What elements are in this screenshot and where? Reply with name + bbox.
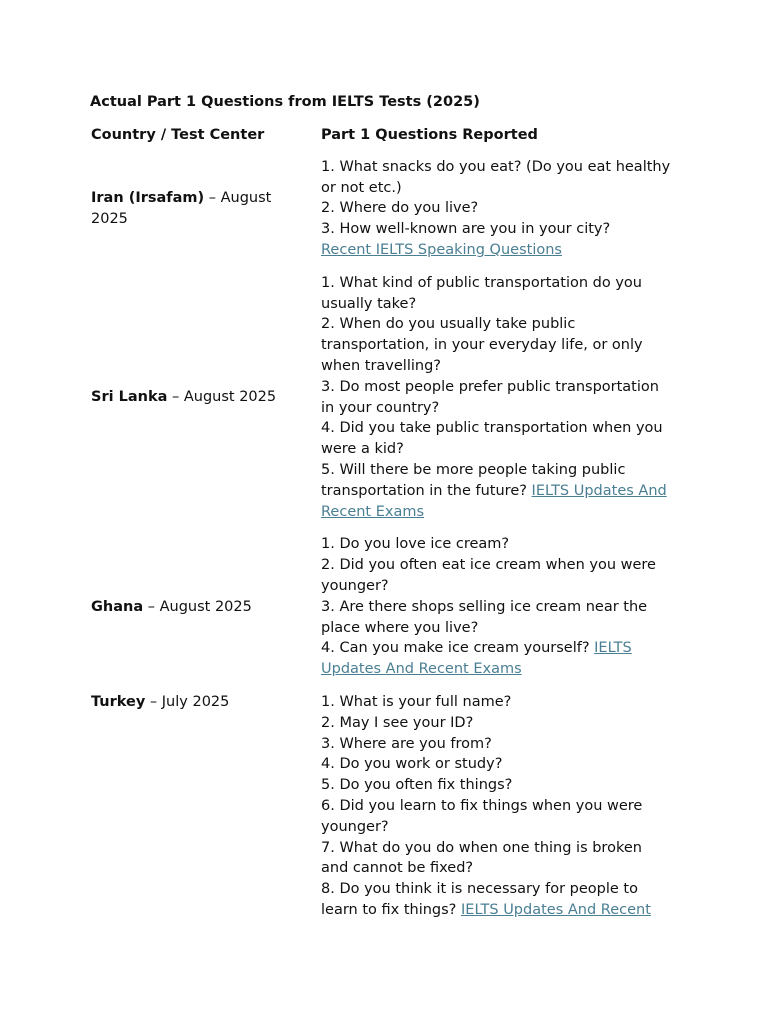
questions-cell <box>321 692 683 933</box>
column-header-country: Country / Test Center <box>91 127 265 143</box>
table-row <box>91 157 683 273</box>
question-item: 2. Did you often eat ice cream when you were younger? <box>321 557 656 594</box>
question-item: 8. Do you think it is necessary for people to learn to fix things? <box>321 881 638 918</box>
table-header-row <box>91 125 683 157</box>
question-item: 3. How well-known are you in your city? <box>321 221 611 238</box>
ielts-updates-link[interactable]: IELTS Updates And Recent Exams <box>321 482 667 520</box>
question-item: 4. Can you make ice cream yourself? <box>321 640 590 657</box>
question-item: 3. Where are you from? <box>321 735 492 752</box>
question-item: 1. What kind of public transportation do you usually take? <box>321 274 642 312</box>
question-item: 1. What is your full name? <box>321 693 512 710</box>
question-item: 4. Did you take public transportation when you were a kid? <box>321 420 663 458</box>
question-item: 1. Do you love ice cream? <box>321 536 510 553</box>
country-name: Turkey <box>91 693 146 710</box>
ielts-updates-link[interactable]: IELTS Updates And Recent <box>461 901 651 918</box>
question-item: 5. Will there be more people taking public transportation in the future? <box>321 461 626 499</box>
question-item: 6. Did you learn to fix things when you were younger? <box>321 797 643 835</box>
table-row <box>91 534 683 692</box>
test-date: August 2025 <box>183 389 277 406</box>
test-date: July 2025 <box>161 693 230 710</box>
questions-table <box>91 125 683 933</box>
test-date: August 2025 <box>159 598 252 615</box>
question-item: 2. May I see your ID? <box>321 714 474 731</box>
table-row <box>91 692 683 933</box>
country-name: Iran (Irsafam) <box>91 189 205 206</box>
question-item: 2. Where do you live? <box>321 200 479 217</box>
table-row <box>91 273 683 535</box>
test-date: August 2025 <box>91 189 272 227</box>
recent-speaking-questions-link[interactable]: Recent IELTS Speaking Questions <box>321 241 562 258</box>
question-item: 3. Do most people prefer public transportation in your country? <box>321 378 659 416</box>
country-name: Sri Lanka <box>91 389 168 406</box>
ielts-updates-link[interactable]: IELTS Updates And Recent Exams <box>321 640 632 678</box>
country-cell: Iran (Irsafam) – August 2025 <box>91 189 272 227</box>
country-cell: Ghana – August 2025 <box>91 598 252 615</box>
question-item: 2. When do you usually take public transportation, in your everyday life, or only when travelling? <box>321 316 643 374</box>
question-item: 4. Do you work or study? <box>321 756 503 773</box>
country-cell: Sri Lanka – August 2025 <box>91 389 277 406</box>
question-item: 1. What snacks do you eat? (Do you eat healthy or not etc.) <box>321 158 671 196</box>
question-item: 5. Do you often fix things? <box>321 777 513 794</box>
question-item: 7. What do you do when one thing is broken and cannot be fixed? <box>321 839 642 877</box>
country-name: Ghana <box>91 598 144 615</box>
questions-cell <box>321 157 683 273</box>
document-title: Actual Part 1 Questions from IELTS Tests (2025) <box>90 94 480 110</box>
questions-cell <box>321 273 683 535</box>
document-page <box>91 92 691 933</box>
country-cell: Turkey – July 2025 <box>91 693 230 710</box>
question-item: 3. Are there shops selling ice cream near the place where you live? <box>321 598 648 636</box>
questions-cell <box>321 534 683 692</box>
column-header-questions: Part 1 Questions Reported <box>321 127 538 143</box>
